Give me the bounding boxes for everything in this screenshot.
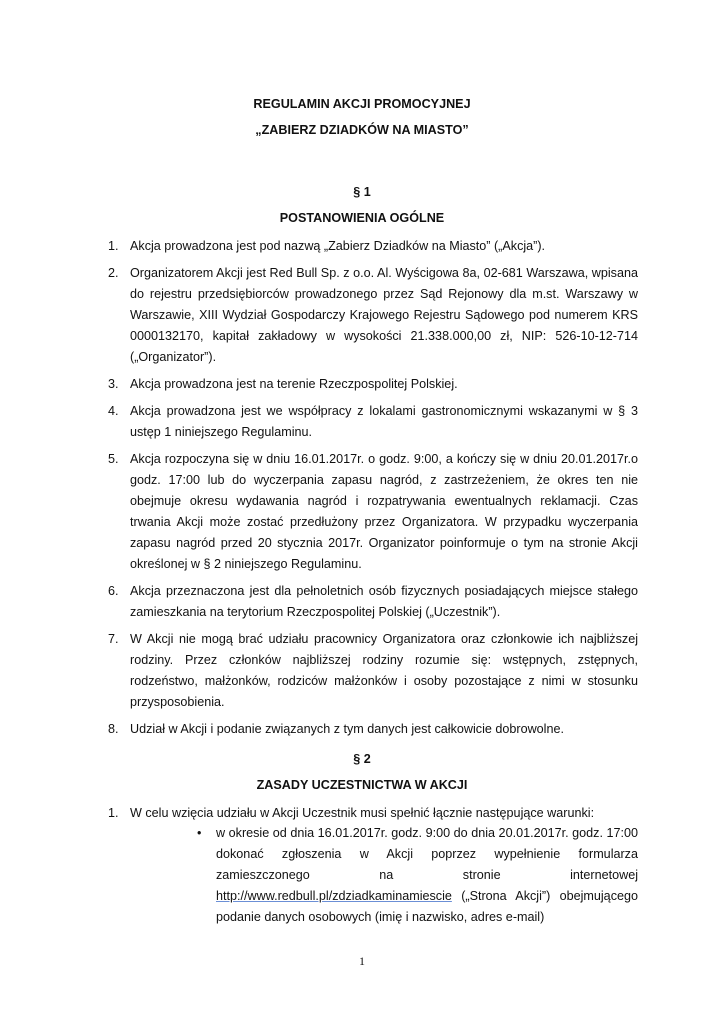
item-text: Akcja rozpoczyna się w dniu 16.01.2017r. o godz. 9:00, a kończy się w dniu 20.01.2017r.o godz. 17:00 lub do wyczerpania zapasu nagród, z zastrzeżeniem, że okres ten nie obejmuje okresu wydawania nagród i rozpatrywania ewentualnych reklamacji. Czas trwania Akcji może zostać przedłużony przez Organizatora. W przypadku wyczerpania zapasu nagród przed 20 stycznia 2017r. Organizator poinformuje o tym na stronie Akcji określonej w § 2 niniejszego Regulaminu. bbox=[130, 452, 638, 571]
list-item bbox=[108, 719, 638, 740]
item-text: W Akcji nie mogą brać udziału pracownicy Organizatora oraz członkowie ich najbliższej rodziny. Przez członków najbliższej rodziny rozumie się: wstępnych, zstępnych, rodzeństwo, małżonków, rodziców małżonków i osoby pozostające z nimi w stosunku przysposobienia. bbox=[130, 632, 638, 709]
list-item bbox=[108, 581, 638, 623]
item-text: Akcja przeznaczona jest dla pełnoletnich osób fizycznych posiadających miejsce stałego zamieszkania na terytorium Rzeczpospolitej Polskiej („Uczestnik”). bbox=[130, 584, 638, 619]
item-text: Akcja prowadzona jest we współpracy z lokalami gastronomicznymi wskazanymi w § 3 ustęp 1 niniejszego Regulaminu. bbox=[130, 404, 638, 439]
item-text: Organizatorem Akcji jest Red Bull Sp. z o.o. Al. Wyścigowa 8a, 02-681 Warszawa, wpisana do rejestru przedsiębiorców prowadzonego przez Sąd Rejonowy dla m.st. Warszawy w Warszawie, XIII Wydział Gospodarczy Krajowego Rejestru Sądowego pod numerem KRS 0000132170, kapitał zakładowy w wysokości 21.338.000,00 zł, NIP: 526-10-12-714 („Organizator”). bbox=[130, 266, 638, 364]
item-text: Udział w Akcji i podanie związanych z tym danych jest całkowicie dobrowolne. bbox=[130, 722, 564, 736]
item-number: 1. bbox=[108, 239, 119, 253]
item-number: 3. bbox=[108, 377, 119, 391]
section-2-bullet bbox=[197, 823, 638, 928]
bullet-text-before: w okresie od dnia 16.01.2017r. godz. 9:00 do dnia 20.01.2017r. godz. 17:00 dokonać zgłoszenia w Akcji poprzez wypełnienie formularza zamieszczonego na stronie internetowej bbox=[216, 826, 638, 882]
list-item bbox=[108, 236, 638, 257]
item-text: W celu wzięcia udziału w Akcji Uczestnik musi spełnić łącznie następujące warunki: bbox=[130, 806, 595, 820]
item-text: Akcja prowadzona jest na terenie Rzeczpospolitej Polskiej. bbox=[130, 377, 458, 391]
item-number: 4. bbox=[108, 404, 119, 418]
page-number: 1 bbox=[359, 954, 365, 968]
item-text: Akcja prowadzona jest pod nazwą „Zabierz Dziadków na Miasto” („Akcja”). bbox=[130, 239, 546, 253]
item-number: 8. bbox=[108, 722, 119, 736]
item-number: 5. bbox=[108, 452, 119, 466]
item-number: 1. bbox=[108, 806, 119, 820]
list-item bbox=[108, 374, 638, 395]
item-number: 2. bbox=[108, 266, 119, 280]
list-item bbox=[108, 263, 638, 368]
campaign-website-link[interactable]: http://www.redbull.pl/zdziadkaminamiescie bbox=[216, 889, 452, 903]
section-2-heading: ZASADY UCZESTNICTWA W AKCJI bbox=[256, 778, 468, 792]
bullet-symbol: • bbox=[197, 826, 202, 840]
list-item bbox=[108, 803, 638, 824]
list-item bbox=[108, 401, 638, 443]
section-1-heading: POSTANOWIENIA OGÓLNE bbox=[279, 211, 445, 225]
section-2-mark: § 2 bbox=[353, 752, 371, 766]
section-1-mark: § 1 bbox=[353, 185, 371, 199]
bullet-text-after: („Strona Akcji”) obejmującego podanie danych osobowych (imię i nazwisko, adres e-mail) bbox=[216, 889, 638, 924]
document-subtitle: „ZABIERZ DZIADKÓW NA MIASTO” bbox=[255, 123, 469, 137]
list-item bbox=[108, 449, 638, 575]
item-number: 7. bbox=[108, 632, 119, 646]
section-1-list bbox=[108, 236, 638, 746]
bullet-text bbox=[216, 823, 638, 928]
item-number: 6. bbox=[108, 584, 119, 598]
document-title: REGULAMIN AKCJI PROMOCYJNEJ bbox=[253, 97, 471, 111]
list-item bbox=[108, 629, 638, 713]
